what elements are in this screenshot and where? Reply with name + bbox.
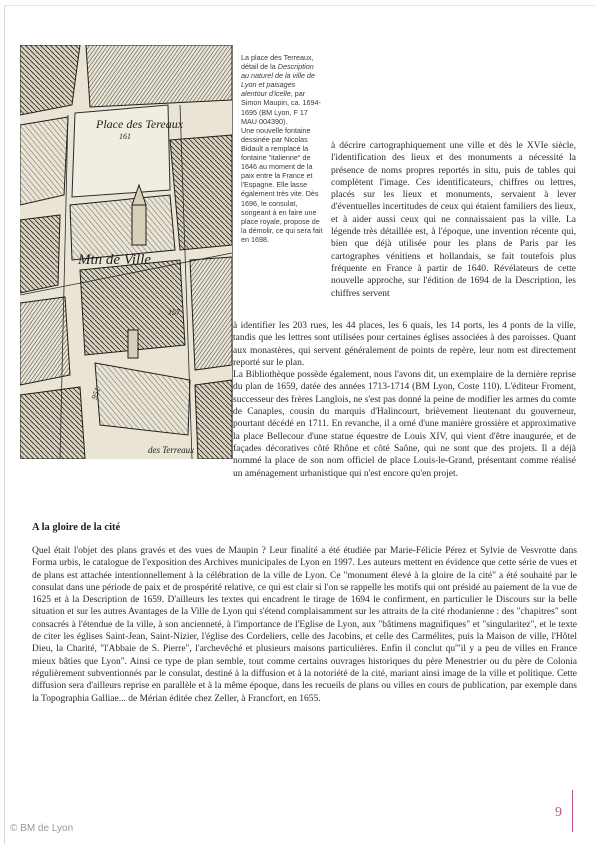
caption-credit (241, 53, 323, 126)
page-number-rule (572, 790, 573, 832)
section-heading: A la gloire de la cité (32, 522, 121, 533)
map-label-maison-de-ville: Mtn de Ville (78, 252, 152, 268)
page-number: 9 (555, 805, 562, 820)
map-label-161: 161 (119, 132, 131, 141)
map-label-951: 951 (89, 386, 103, 401)
body-right-column (331, 140, 576, 300)
map-label-tereaux: Place des Tereaux (96, 117, 184, 131)
paragraph-wide-1: à identifier les 203 rues, les 44 places, les 6 quais, les 14 ports, les 4 ponts de la ville, tandis que les lettres sont utilisées pour certaines églises associées à des paroisses. Quant aux monastères, qui servent généralement de points de repère, leur nom est directement reporté sur le plan. (233, 321, 576, 368)
caption-title: Description au naturel de la ville de Lyon et paisages alentour d'icelle (241, 62, 315, 99)
caption-description: Une nouvelle fontaine dessinée par Nicolas Bidault a remplacé la fontaine "italienne" de 1646 au moment de la paix entre la France et l'Espagne. Elle lasse également très vite. Dès 1696, le consulat, songeant à en faire une place royale, propose de la démolir, ce qui sera fait en 1698. (241, 125, 323, 244)
caption-source: , par Simon Maupin, ca. 1694-1695 (BM Lyon, F 17 MAU 004390). (241, 89, 321, 126)
paragraph-bottom: Quel était l'objet des plans gravés et des vues de Maupin ? Leur finalité a été étudiée par Marie-Félicie Pérez et Sylvie de Vesvrotte dans Forma urbis, le catalogue de l'exposition des Archives municipales de Lyon en 1997. Les auteurs mettent en évidence que cette série de vues et de plans est attachée intentionnellement à la célébration de la ville de Lyon. Ce "monument élevé à la gloire de la cité" a été souhaité par le consulat dans une période de paix et de prospérité relative, ce qui est clair si l'on se rappelle les motifs qui ont présidé au paiement de la vue de 1625 et à la Description de 1659. D'ailleurs les textes qui encadrent le tirage de 1694 le confirment, en particulier le Discours sur la belle situation et sur les autres Avantages de la Ville de Lyon qui s'étend complaisamment sur les attraits de la cité rhodanienne : des "chapitres" sont consacrés à l'étendue de la ville, à son ancienneté, à l'importance de l'Eglise de Lyon, aux "bâtimens magnifiques" et "singularitez", et le texte de citer les églises Saint-Jean, Saint-Nizier, l'église des Cordeliers, celle des Jacobins, et celle des Carmélites, puis la Maison de ville, l'Hôtel Dieu, la Charité, "l'Abbaie de S. Pierre", l'archevêché et plusieurs maisons particulières. Enfin il conclut qu'"il y a peu de villes en France mieux bâties que Lyon". Ainsi ce type de plan semble, tout comme certains ouvrages historiques du père Menestrier ou du père de Colonia régulièrement subventionnés par le consulat, destiné à la diffusion et à la notoriété de la cité, mariant ainsi image de la ville et politique. Cette diffusion sera d'ailleurs reprise en parallèle et à la même époque, dans les recueils de plans ou villes en cours de publication, par exemple dans la Topographia Galliae... de Mérian éditée chez Zeller, à Francfort, en 1655. (32, 546, 577, 704)
copyright-watermark: © BM de Lyon (10, 823, 74, 834)
figure-caption (241, 53, 323, 244)
map-label-des-terreaux: des Terreaux (148, 445, 195, 455)
paragraph-right-column: à décrire cartographiquement une ville et dès le XVIe siècle, l'identification des lieux et des monuments a nécessité la présence de noms propres reportés in situ, puis de tables qui complètent l'image. Ces identificateurs, chiffres ou lettres, placés sur les lieux et monuments, servaient à lever d'éventuelles incertitudes de ceux qui étaient familiers des lieux, et à aider aussi ceux qui ne connaissaient pas la ville. La légende très détaillée est, à l'époque, une invention récente qui, bien que déjà utilisée pour les plans de Paris par les cartographes vénitiens et hollandais, se fait toutefois plus fréquente en France à partir de 1640. Révélateurs de cette nouvelle approche, sur l'édition de 1694 de la Description, les chiffres servent (331, 141, 576, 299)
body-wide-column (233, 320, 576, 480)
map-label-157: 157 (168, 308, 180, 317)
paragraph-wide-2: La Bibliothèque possède également, nous l'avons dit, un exemplaire de la dernière reprise du plan de 1659, datée des années 1713-1714 (BM Lyon, Coste 110). L'éditeur Froment, successeur des frères Langlois, ne s'est pas donné la peine de modifier les armes du comte de Canaples, cousin du marquis d'Halincourt, brièvement lieutenant du gouverneur, pourtant décédé en 1711. En revanche, il a orné d'une manière grossière et approximative la place Bellecour d'une statue équestre de Louis XIV, qui vient d'être inaugurée, et de façades décoratives côté Rhône et côté Saône, qui ne sont que des projets. Il a déjà nommé la place de son nom officiel de place Louis-le-Grand, présentant comme réalisé un aménagement urbanistique qui n'est encore qu'en projet. (233, 370, 576, 479)
body-bottom-column (32, 545, 577, 705)
caption-line-1: La place des Terreaux, détail de la (241, 53, 314, 72)
engraved-map-image (20, 45, 233, 459)
